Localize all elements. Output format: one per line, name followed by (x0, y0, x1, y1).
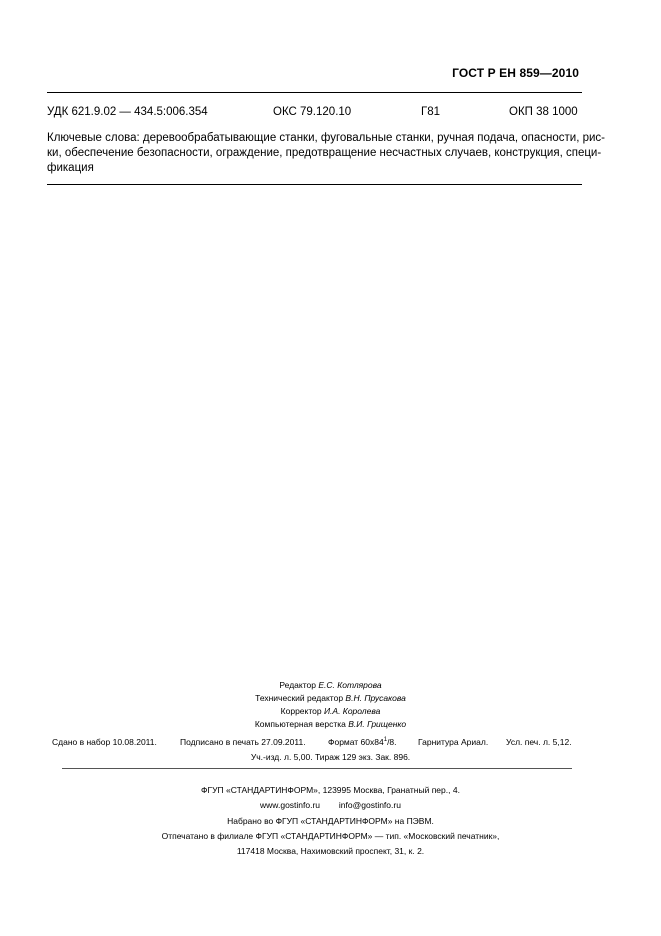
credit-editor (0, 679, 661, 692)
credit-proofreader (0, 705, 661, 718)
publisher-contacts: www.gostinfo.ru info@gostinfo.ru (260, 800, 401, 811)
print-sheets: Усл. печ. л. 5,12. (506, 737, 572, 747)
udk-code: УДК 621.9.02 — 434.5:006.354 (47, 106, 208, 118)
group-code: Г81 (421, 106, 441, 118)
credit-name: И.А. Королева (323, 706, 381, 716)
okp-code: ОКП 38 1000 (509, 106, 578, 118)
imprint-second-line: Уч.-изд. л. 5,00. Тираж 129 экз. Зак. 896. (250, 752, 411, 762)
publisher-block (0, 783, 661, 859)
keywords-line: фикация (47, 162, 94, 174)
imprint-divider (62, 768, 572, 769)
credit-role: Редактор (279, 680, 319, 690)
format-prefix: Формат 60х84 (328, 737, 384, 747)
keywords-line: ки, обеспечение безопасности, ограждение, предотвращение несчастных случаев, конструкция, специ- (47, 147, 602, 159)
format-sup: 1 (383, 737, 388, 744)
standard-code: ГОСТ Р ЕН 859—2010 (452, 66, 579, 80)
classification-row (47, 106, 582, 120)
credit-name: В.И. Грищенко (348, 719, 407, 729)
signed-date: Подписано в печать 27.09.2011. (180, 737, 306, 747)
header-divider (47, 92, 582, 93)
format-suffix: /8. (387, 737, 397, 747)
publisher-line: Отпечатано в филиале ФГУП «СТАНДАРТИНФОРМ» — тип. «Московский печатник», (161, 830, 500, 841)
keywords-block (47, 131, 605, 176)
credit-name: Е.С. Котлярова (318, 680, 382, 690)
credits-block (0, 679, 661, 731)
typeset-date: Сдано в набор 10.08.2011. (52, 737, 157, 747)
credit-role: Технический редактор (255, 693, 346, 703)
credit-name: В.Н. Прусакова (345, 693, 406, 703)
keywords-line: Ключевые слова: деревообрабатывающие станки, фуговальные станки, ручная подача, опасности, рис- (47, 132, 605, 144)
credit-role: Корректор (280, 706, 324, 716)
credit-tech-editor (0, 692, 661, 705)
oks-code: ОКС 79.120.10 (273, 106, 352, 118)
keywords-divider (47, 184, 582, 185)
publisher-line: 117418 Москва, Нахимовский проспект, 31, к. 2. (236, 846, 425, 857)
typeface: Гарнитура Ариал. (418, 737, 489, 747)
credit-role: Компьютерная верстка (254, 719, 349, 729)
credit-layout (0, 718, 661, 731)
print-format (328, 737, 397, 747)
publisher-line: ФГУП «СТАНДАРТИНФОРМ», 123995 Москва, Гранатный пер., 4. (201, 785, 460, 795)
publisher-line: Набрано во ФГУП «СТАНДАРТИНФОРМ» на ПЭВМ. (227, 815, 434, 826)
